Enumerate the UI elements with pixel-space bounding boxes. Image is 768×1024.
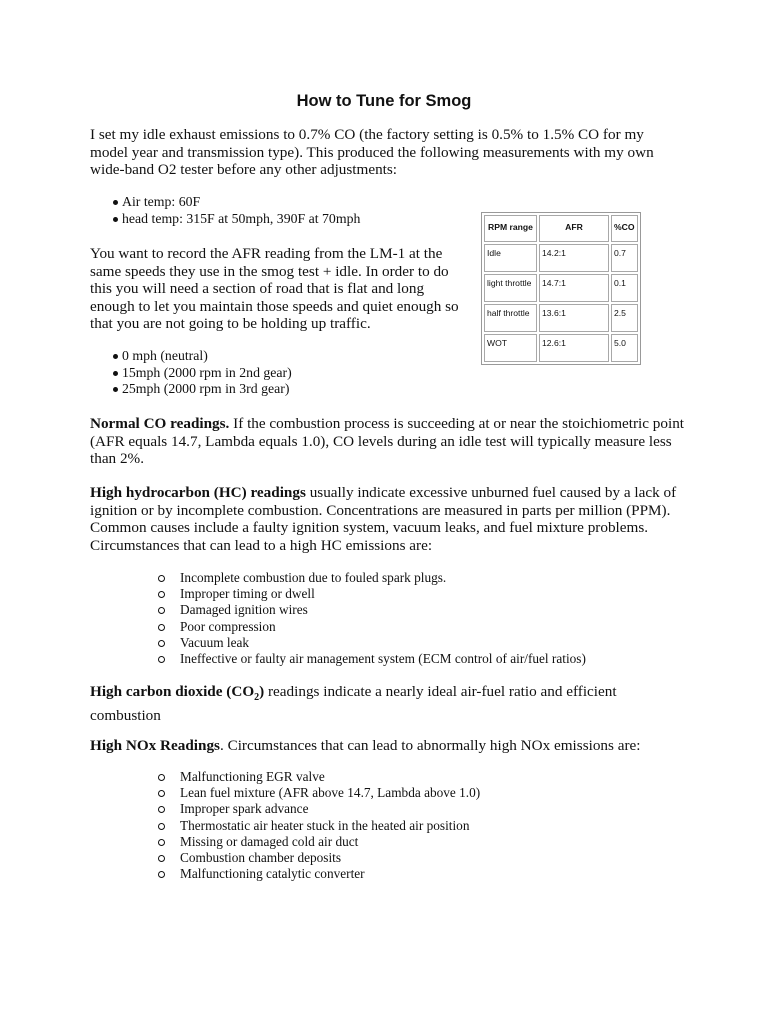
list-item: Malfunctioning catalytic converter [158,866,480,882]
table-row [484,244,638,272]
bullet-icon [113,371,118,376]
high-hc-heading: High hydrocarbon (HC) readings [90,484,306,501]
list-item: Incomplete combustion due to fouled spark plugs. [158,570,586,586]
bullet-icon [158,839,165,846]
table-cell: 2.5 [611,304,638,332]
table-cell: WOT [484,334,537,362]
list-item: Vacuum leak [158,635,586,651]
table-header-cell: %CO [611,215,638,242]
record-paragraph: You want to record the AFR reading from the LM-1 at the same speeds they use in the smog test + idle. In order to do this you will need a section of road that is flat and long enough to let you maintain those speeds and quiet enough so that you are not going to be holding up traffic. [90,245,459,332]
high-co2-paragraph: High carbon dioxide $(CO_2)$ readings indicate a nearly ideal air-fuel ratio and efficient combustion [90,683,617,724]
table-header-cell: RPM range [484,215,537,242]
list-item: Improper spark advance [158,801,480,817]
table-cell: 0.1 [611,274,638,302]
normal-co-heading: Normal CO readings. [90,415,230,432]
table-cell: 0.7 [611,244,638,272]
table-cell: 14.2:1 [539,244,609,272]
list-item: 15mph (2000 rpm in 2nd gear) [90,365,292,382]
list-item: Combustion chamber deposits [158,850,480,866]
list-item: Thermostatic air heater stuck in the heated air position [158,818,480,834]
intro-paragraph: I set my idle exhaust emissions to 0.7% CO (the factory setting is 0.5% to 1.5% CO for my model year and transmission type). This produced the following measurements with my own wide-band O2 tester before any other adjustments: [90,126,654,178]
list-item: 25mph (2000 rpm in 3rd gear) [90,381,292,398]
list-item: Improper timing or dwell [158,586,586,602]
table-cell: half throttle [484,304,537,332]
bullet-icon [158,806,165,813]
bullet-icon [113,354,118,359]
list-item: Missing or damaged cold air duct [158,834,480,850]
normal-co-paragraph: Normal CO readings. If the combustion process is succeeding at or near the stoichiometric point (AFR equals 14.7, Lambda equals 1.0), CO levels during an idle test will typically measure less than 2%. [90,415,685,467]
page-title: How to Tune for Smog [296,92,472,110]
bullet-icon [158,774,165,781]
hc-causes-list [158,570,586,667]
table-header-row [484,215,638,242]
bullet-icon [158,871,165,878]
bullet-icon [158,575,165,582]
high-nox-heading: High NOx Readings [90,737,220,754]
table-cell: 13.6:1 [539,304,609,332]
list-item: Lean fuel mixture (AFR above 14.7, Lambda above 1.0) [158,785,480,801]
high-nox-paragraph: High NOx Readings. Circumstances that can lead to abnormally high NOx emissions are: [90,737,641,754]
bullet-icon [113,387,118,392]
table-cell: 14.7:1 [539,274,609,302]
list-item: head temp: 315F at 50mph, 390F at 70mph [90,211,360,228]
bullet-icon [158,855,165,862]
table-cell: 5.0 [611,334,638,362]
bullet-icon [113,200,118,205]
bullet-icon [158,624,165,631]
speeds-list [90,348,292,398]
high-co2-heading: High carbon dioxide $(CO_2)$ [90,683,265,704]
bullet-icon [158,656,165,663]
list-item: Malfunctioning EGR valve [158,769,480,785]
afr-table [481,212,641,365]
table-header-cell: AFR [539,215,609,242]
bullet-icon [158,790,165,797]
conditions-list [90,194,360,227]
nox-causes-list [158,769,480,882]
table-cell: Idle [484,244,537,272]
bullet-icon [158,591,165,598]
bullet-icon [113,217,118,222]
list-item: Damaged ignition wires [158,602,586,618]
table-row [484,304,638,332]
table-row [484,334,638,362]
bullet-icon [158,607,165,614]
bullet-icon [158,823,165,830]
high-hc-paragraph: High hydrocarbon (HC) readings usually indicate excessive unburned fuel caused by a lack of ignition or by incomplete combustion. Concentrations are measured in parts per million (PPM). Common causes include a faulty ignition system, vacuum leaks, and fuel mixture problems. Circumstances that can lead to a high HC emissions are: [90,484,677,554]
table-row [484,274,638,302]
table-cell: 12.6:1 [539,334,609,362]
list-item: 0 mph (neutral) [90,348,292,365]
list-item: Air temp: 60F [90,194,360,211]
table-cell: light throttle [484,274,537,302]
bullet-icon [158,640,165,647]
list-item: Ineffective or faulty air management system (ECM control of air/fuel ratios) [158,651,586,667]
list-item: Poor compression [158,619,586,635]
